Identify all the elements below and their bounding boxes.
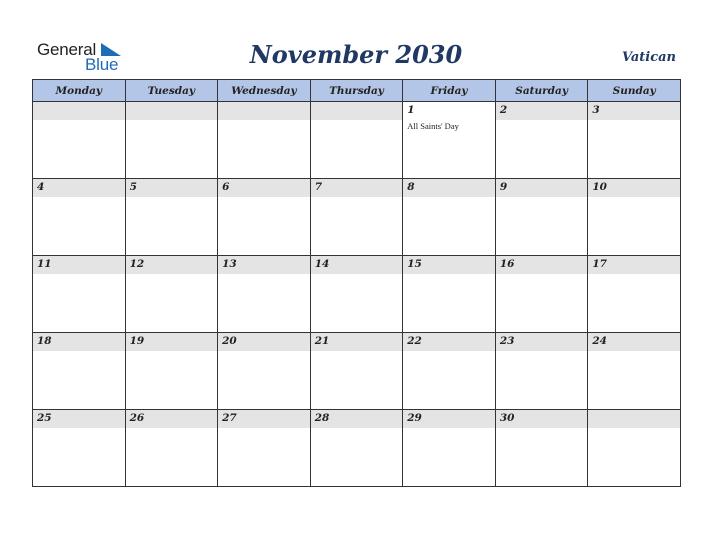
day-number: 5 — [129, 181, 137, 193]
day-number-bar — [496, 179, 588, 197]
day-cell — [125, 256, 218, 333]
day-cell — [403, 333, 496, 410]
day-number-bar — [311, 102, 403, 120]
day-number: 3 — [592, 104, 600, 116]
calendar-grid — [32, 79, 681, 487]
day-cell — [310, 256, 403, 333]
week-row — [33, 256, 681, 333]
day-number: 16 — [499, 258, 515, 270]
day-cell — [33, 410, 126, 487]
day-cell — [33, 333, 126, 410]
country-label: Vatican — [621, 50, 676, 65]
week-row — [33, 333, 681, 410]
day-number-bar — [126, 102, 218, 120]
day-number: 9 — [499, 181, 508, 193]
day-number-bar — [403, 410, 495, 428]
day-number: 8 — [407, 181, 415, 193]
day-cell — [495, 410, 588, 487]
day-cell — [218, 179, 311, 256]
day-cell — [495, 333, 588, 410]
day-cell — [403, 102, 496, 179]
day-number: 13 — [222, 258, 237, 270]
day-number: 21 — [314, 335, 330, 347]
day-cell — [588, 102, 681, 179]
day-number-bar — [496, 256, 588, 274]
day-cell — [218, 256, 311, 333]
day-number-bar — [218, 333, 310, 351]
weekday-header: Saturday — [495, 80, 588, 102]
day-number: 28 — [314, 412, 330, 424]
day-cell — [125, 102, 218, 179]
day-number: 15 — [407, 258, 422, 270]
day-number-bar — [403, 179, 495, 197]
day-number-bar — [311, 410, 403, 428]
day-cell — [495, 179, 588, 256]
day-number: 2 — [499, 104, 508, 116]
day-cell — [403, 410, 496, 487]
day-number: 29 — [407, 412, 422, 424]
day-number: 22 — [407, 335, 422, 347]
day-number: 26 — [129, 412, 145, 424]
logo-text-general: General — [37, 40, 97, 59]
holiday-label: All Saints' Day — [407, 121, 459, 131]
day-number-bar — [588, 333, 680, 351]
day-number: 6 — [222, 181, 230, 193]
day-number: 24 — [592, 335, 607, 347]
day-number: 12 — [129, 258, 145, 270]
day-number-bar — [588, 179, 680, 197]
day-cell — [310, 410, 403, 487]
week-row — [33, 179, 681, 256]
day-cell — [588, 333, 681, 410]
day-cell — [588, 410, 681, 487]
day-number-bar — [33, 333, 125, 351]
day-number-bar — [403, 256, 495, 274]
weekday-header-row — [33, 80, 681, 102]
day-cell — [218, 102, 311, 179]
day-cell — [33, 179, 126, 256]
day-number: 4 — [37, 181, 45, 193]
day-number-bar — [403, 102, 495, 120]
day-number: 11 — [37, 258, 52, 270]
day-number-bar — [496, 410, 588, 428]
weekday-header: Monday — [33, 80, 126, 102]
day-number: 19 — [129, 335, 145, 347]
day-cell — [33, 256, 126, 333]
day-number-bar — [496, 333, 588, 351]
day-number: 25 — [37, 412, 52, 424]
day-cell — [495, 256, 588, 333]
day-number-bar — [588, 256, 680, 274]
day-cell — [218, 410, 311, 487]
day-cell — [125, 179, 218, 256]
day-number-bar — [126, 410, 218, 428]
day-number-bar — [311, 256, 403, 274]
day-number: 27 — [222, 412, 237, 424]
week-row — [33, 410, 681, 487]
day-cell — [403, 256, 496, 333]
day-number-bar — [33, 256, 125, 274]
day-number: 23 — [499, 335, 515, 347]
day-number-bar — [126, 256, 218, 274]
day-cell — [125, 410, 218, 487]
weekday-header: Wednesday — [218, 80, 311, 102]
day-number-bar — [218, 179, 310, 197]
day-cell — [310, 179, 403, 256]
weekday-header: Friday — [403, 80, 496, 102]
day-cell — [495, 102, 588, 179]
logo-text-blue: Blue — [85, 55, 119, 74]
day-number: 10 — [592, 181, 607, 193]
day-number: 1 — [407, 104, 415, 116]
weekday-header: Tuesday — [125, 80, 218, 102]
day-number: 30 — [499, 412, 515, 424]
day-cell — [588, 256, 681, 333]
day-number-bar — [218, 102, 310, 120]
day-number-bar — [126, 179, 218, 197]
day-number-bar — [33, 179, 125, 197]
day-cell — [310, 333, 403, 410]
weekday-header: Sunday — [588, 80, 681, 102]
day-cell — [218, 333, 311, 410]
day-number-bar — [311, 333, 403, 351]
week-row — [33, 102, 681, 179]
page-title: November 2030 — [249, 40, 463, 69]
day-number: 20 — [222, 335, 237, 347]
day-number: 14 — [314, 258, 330, 270]
day-number-bar — [126, 333, 218, 351]
day-number-bar — [33, 410, 125, 428]
day-number: 17 — [592, 258, 607, 270]
day-cell — [33, 102, 126, 179]
day-number-bar — [218, 410, 310, 428]
weekday-header: Thursday — [310, 80, 403, 102]
day-number: 7 — [314, 181, 322, 193]
day-number: 18 — [37, 335, 52, 347]
day-number-bar — [311, 179, 403, 197]
day-number-bar — [218, 256, 310, 274]
day-cell — [125, 333, 218, 410]
day-cell — [403, 179, 496, 256]
day-cell — [310, 102, 403, 179]
day-cell — [588, 179, 681, 256]
day-number-bar — [496, 102, 588, 120]
day-number-bar — [33, 102, 125, 120]
day-number-bar — [588, 410, 680, 428]
day-number-bar — [588, 102, 680, 120]
day-number-bar — [403, 333, 495, 351]
